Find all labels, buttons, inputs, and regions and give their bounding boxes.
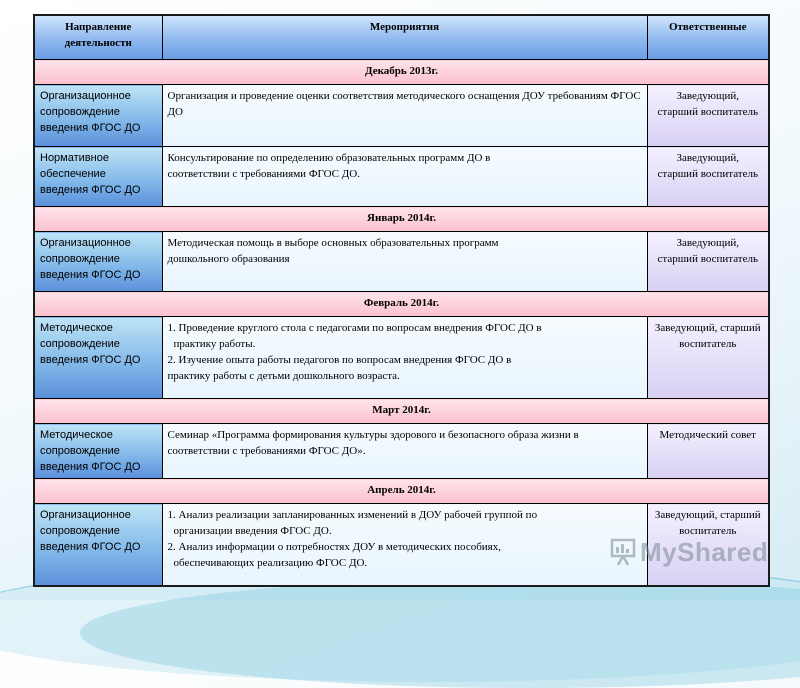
month-label: Январь 2014г. [34,207,769,232]
month-row [34,207,769,232]
responsible-cell [647,85,769,147]
watermark [610,532,768,572]
month-row [34,60,769,85]
month-label: Март 2014г. [34,399,769,424]
month-row [34,479,769,504]
event-cell [162,232,647,292]
table-row [34,85,769,147]
event-line: Семинар «Программа формирования культуры здорового и безопасного образа жизни в соответствии с требованиями ФГОС ДО». [167,429,579,457]
table-row [34,317,769,399]
direction-cell: Методическое сопровождение введения ФГОС ДО [34,317,162,399]
responsible-line: Заведующий, старший воспитатель [654,509,761,537]
header-responsible: Ответственные [647,15,769,60]
header-events: Мероприятия [162,15,647,60]
month-label: Февраль 2014г. [34,292,769,317]
direction-cell: Организационное сопровождение введения ФГОС ДО [34,504,162,586]
event-line: 1. Проведение круглого стола с педагогами по вопросам внедрения ФГОС ДО в [167,322,542,334]
direction-cell: Нормативное обеспечение введения ФГОС ДО [34,147,162,207]
responsible-line: Заведующий, [676,90,740,102]
event-line: практику работы с детьми дошкольного возраста. [167,370,400,382]
event-cell [162,317,647,399]
table-row [34,147,769,207]
month-label: Декабрь 2013г. [34,60,769,85]
month-row [34,292,769,317]
table-row [34,232,769,292]
event-line: 2. Анализ информации о потребностях ДОУ в методических пособиях, [167,541,501,553]
event-line: соответствии с требованиями ФГОС ДО. [167,168,360,180]
event-line: 2. Изучение опыта работы педагогов по вопросам внедрения ФГОС ДО в [167,354,512,366]
direction-cell: Методическое сопровождение введения ФГОС ДО [34,424,162,479]
event-cell [162,147,647,207]
event-line: организации введения ФГОС ДО. [173,525,332,537]
watermark-text: MyShared [640,536,769,567]
responsible-line: старший воспитатель [657,106,758,118]
responsible-line: старший воспитатель [657,253,758,265]
responsible-line: Заведующий, старший воспитатель [654,322,761,350]
event-line: обеспечивающих реализацию ФГОС ДО. [173,557,368,569]
event-line: Организация и проведение оценки соответствия методического оснащения ДОУ требованиям ФГОС ДО [167,90,641,118]
responsible-line: старший воспитатель [657,168,758,180]
event-cell [162,85,647,147]
responsible-line: Заведующий, [676,237,740,249]
month-label: Апрель 2014г. [34,479,769,504]
activity-plan-table [33,14,770,587]
event-line: дошкольного образования [167,253,290,265]
table-row [34,424,769,479]
responsible-line: Заведующий, [676,152,740,164]
table-header-row [34,15,769,60]
responsible-cell [647,317,769,399]
event-cell [162,504,647,586]
direction-cell: Организационное сопровождение введения ФГОС ДО [34,85,162,147]
event-line: Консультирование по определению образовательных программ ДО в [167,152,491,164]
responsible-cell [647,232,769,292]
presentation-board-icon [610,537,636,567]
event-cell [162,424,647,479]
responsible-cell [647,147,769,207]
responsible-cell [647,424,769,479]
header-direction: Направление деятельности [34,15,162,60]
direction-cell: Организационное сопровождение введения ФГОС ДО [34,232,162,292]
event-line: практику работы. [173,338,256,350]
month-row [34,399,769,424]
event-line: 1. Анализ реализации запланированных изменений в ДОУ рабочей группой по [167,509,538,521]
responsible-line: Методический совет [659,429,756,441]
event-line: Методическая помощь в выборе основных образовательных программ [167,237,499,249]
